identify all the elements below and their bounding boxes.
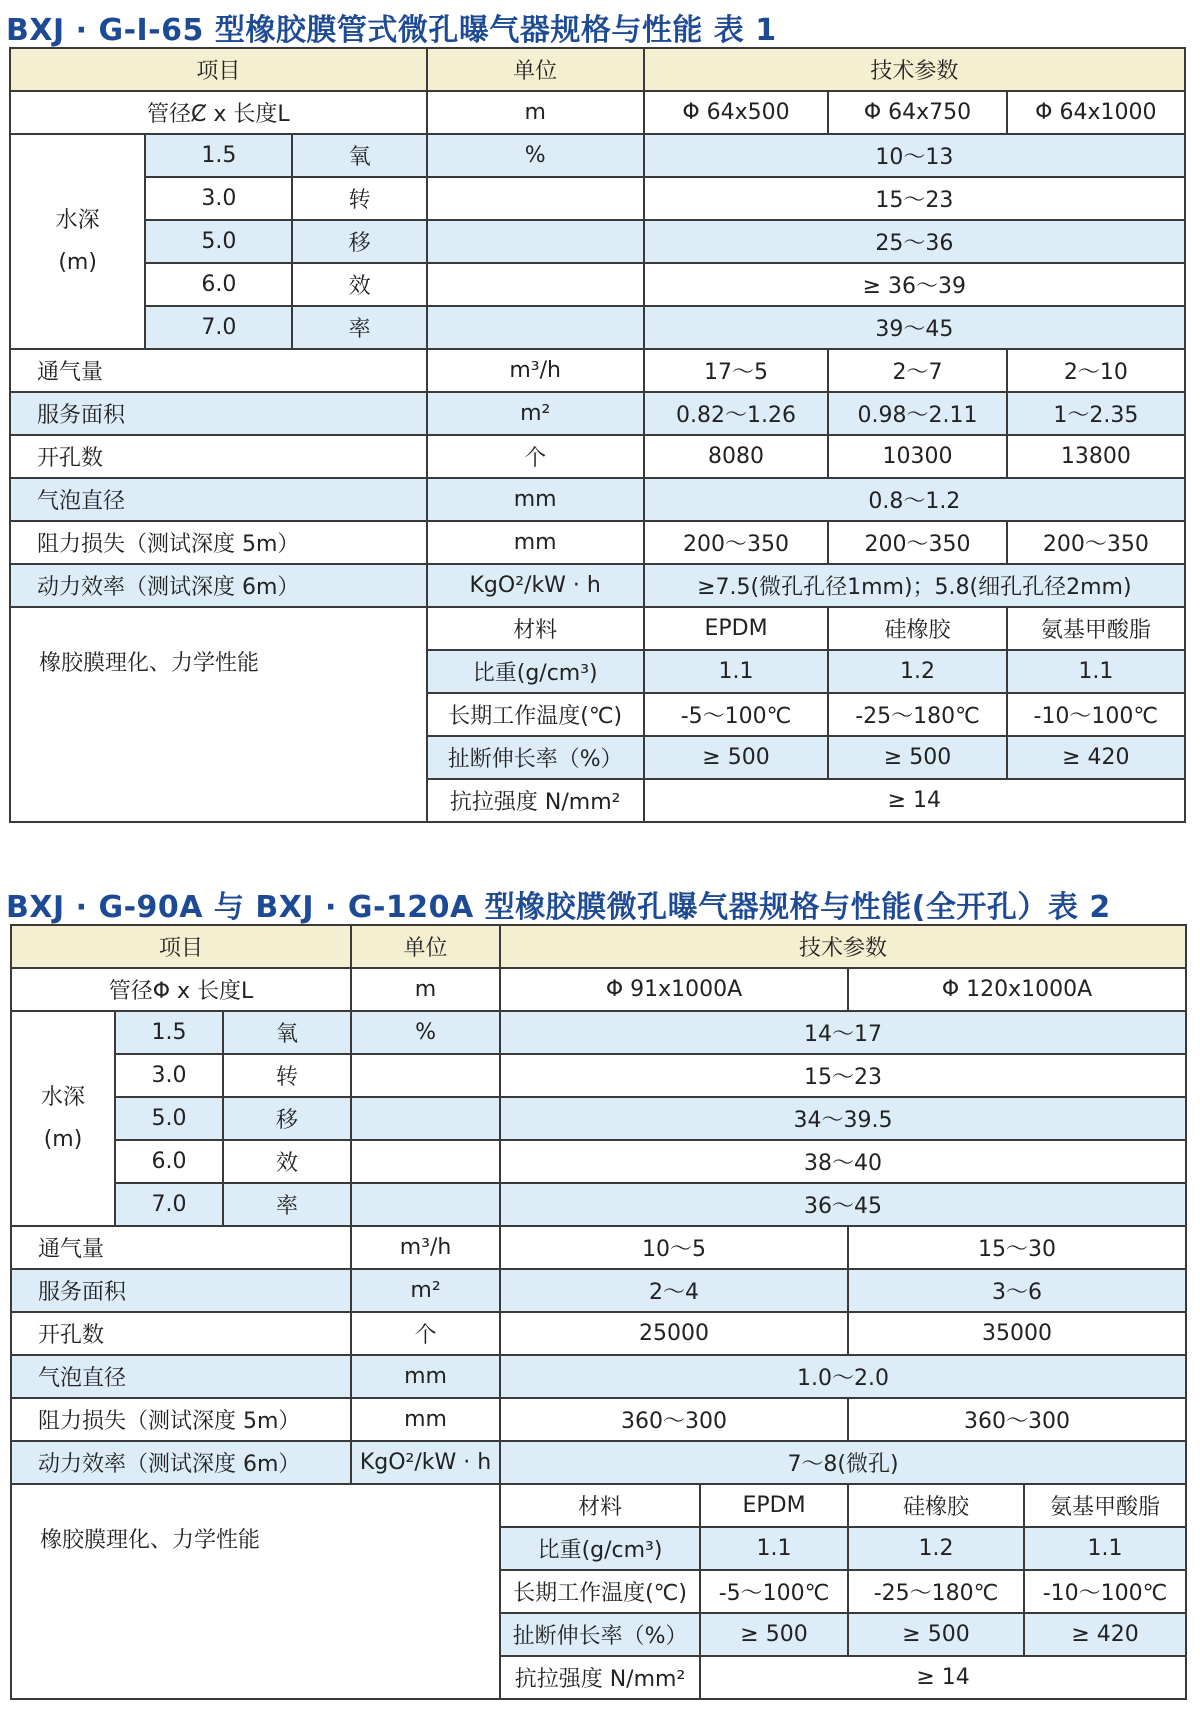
oxygen-unit-empty [427,177,644,220]
gravity-value: 1.2 [848,1527,1024,1570]
depth-label [11,1011,115,1226]
table1-title: BXJ · G-I-65 型橡胶膜管式微孔曝气器规格与性能 表 1 [6,13,777,48]
oxygen-unit-empty [351,1140,500,1183]
bubble-row [10,478,1185,521]
power-efficiency-label: 动力效率（测试深度 6m） [11,1441,351,1484]
service-area-value: 2～4 [500,1269,848,1312]
spec-table-1 [9,47,1186,823]
size-value: Φ 120x1000A [848,968,1186,1011]
service-area-row [10,392,1185,435]
elongation-value: ≥ 500 [644,736,829,779]
oxygen-char: 移 [223,1097,351,1140]
depth-value: 5.0 [115,1097,223,1140]
table-header-row [11,925,1186,968]
oxygen-unit: % [427,134,644,177]
oxygen-unit: % [351,1011,500,1054]
oxygen-unit-empty [427,306,644,349]
material-value: 硅橡胶 [828,607,1006,650]
gravity-value: 1.1 [1024,1527,1186,1570]
oxygen-value: 38～40 [500,1140,1186,1183]
size-value: Φ 64x500 [644,91,829,134]
bubble-value: 0.8～1.2 [644,478,1185,521]
airflow-unit: m³/h [351,1226,500,1269]
power-efficiency-value: ≥7.5(微孔孔径1mm)；5.8(细孔孔径2mm) [644,564,1185,607]
resistance-unit: mm [427,521,644,564]
holes-value: 10300 [828,435,1006,478]
temp-value: -25～180℃ [848,1570,1024,1613]
membrane-label: 橡胶膜理化、力学性能 [10,607,427,822]
airflow-unit: m³/h [427,349,644,392]
depth-value: 7.0 [115,1183,223,1226]
size-unit: m [351,968,500,1011]
table2-title: BXJ · G-90A 与 BXJ · G-120A 型橡胶膜微孔曝气器规格与性能(全开孔）表 2 [6,890,1111,925]
power-efficiency-label: 动力效率（测试深度 6m） [10,564,427,607]
service-area-unit: m² [351,1269,500,1312]
oxygen-value: 34～39.5 [500,1097,1186,1140]
gravity-label: 比重(g/cm³) [500,1527,700,1570]
gravity-value: 1.1 [700,1527,848,1570]
tensile-value: ≥ 14 [644,779,1185,822]
oxygen-char: 率 [292,306,426,349]
depth-value: 5.0 [145,220,292,263]
elongation-label: 扯断伸长率（%） [427,736,644,779]
service-area-label: 服务面积 [10,392,427,435]
holes-unit: 个 [351,1312,500,1355]
oxygen-char: 氧 [292,134,426,177]
service-area-label: 服务面积 [11,1269,351,1312]
power-efficiency-unit: KgO²/kW · h [351,1441,500,1484]
power-efficiency-unit: KgO²/kW · h [427,564,644,607]
holes-row [11,1312,1186,1355]
oxygen-value: 10～13 [644,134,1185,177]
oxygen-char: 移 [292,220,426,263]
depth-row [10,134,1185,177]
depth-row [10,220,1185,263]
material-value: EPDM [700,1484,848,1527]
elongation-value: ≥ 420 [1024,1613,1186,1656]
resistance-value: 200～350 [644,521,829,564]
membrane-material-row [11,1484,1186,1527]
depth-label-unit: (m) [43,1126,83,1152]
bubble-unit: mm [427,478,644,521]
temp-label: 长期工作温度(℃) [500,1570,700,1613]
airflow-label: 通气量 [10,349,427,392]
oxygen-value: 25～36 [644,220,1185,263]
size-row [10,91,1185,134]
oxygen-unit-empty [351,1183,500,1226]
depth-value: 6.0 [115,1140,223,1183]
service-area-value: 1～2.35 [1007,392,1185,435]
depth-value: 3.0 [115,1054,223,1097]
resistance-row [11,1398,1186,1441]
depth-row [11,1097,1186,1140]
tensile-label: 抗拉强度 N/mm² [427,779,644,822]
material-label: 材料 [427,607,644,650]
size-label: 管径Φ x 长度L [11,968,351,1011]
oxygen-char: 率 [223,1183,351,1226]
gravity-value: 1.1 [644,650,829,693]
oxygen-unit-empty [427,263,644,306]
oxygen-value: ≥ 36～39 [644,263,1185,306]
holes-value: 8080 [644,435,829,478]
temp-value: -25～180℃ [828,693,1006,736]
holes-label: 开孔数 [11,1312,351,1355]
header-unit: 单位 [427,48,644,91]
holes-row [10,435,1185,478]
service-area-value: 0.98～2.11 [828,392,1006,435]
elongation-value: ≥ 500 [828,736,1006,779]
membrane-label: 橡胶膜理化、力学性能 [11,1484,500,1699]
bubble-label: 气泡直径 [11,1355,351,1398]
resistance-value: 200～350 [1007,521,1185,564]
service-area-unit: m² [427,392,644,435]
gravity-value: 1.1 [1007,650,1185,693]
depth-value: 6.0 [145,263,292,306]
power-efficiency-row [11,1441,1186,1484]
power-efficiency-value: 7～8(微孔) [500,1441,1186,1484]
oxygen-unit-empty [351,1097,500,1140]
gravity-value: 1.2 [828,650,1006,693]
size-value: Φ 64x1000 [1007,91,1185,134]
oxygen-unit-empty [427,220,644,263]
resistance-unit: mm [351,1398,500,1441]
depth-row [11,1054,1186,1097]
depth-label-text: 水深 [55,207,100,233]
depth-label [10,134,145,349]
elongation-value: ≥ 500 [700,1613,848,1656]
header-params: 技术参数 [644,48,1185,91]
oxygen-value: 39～45 [644,306,1185,349]
airflow-value: 2～7 [828,349,1006,392]
service-area-value: 0.82～1.26 [644,392,829,435]
service-area-value: 3～6 [848,1269,1186,1312]
size-row [11,968,1186,1011]
size-value: Φ 91x1000A [500,968,848,1011]
material-value: EPDM [644,607,829,650]
depth-value: 1.5 [115,1011,223,1054]
bubble-row [11,1355,1186,1398]
temp-value: -5～100℃ [644,693,829,736]
oxygen-char: 转 [292,177,426,220]
material-value: 硅橡胶 [848,1484,1024,1527]
material-label: 材料 [500,1484,700,1527]
resistance-label: 阻力损失（测试深度 5m） [10,521,427,564]
header-item: 项目 [10,48,427,91]
bubble-value: 1.0～2.0 [500,1355,1186,1398]
resistance-label: 阻力损失（测试深度 5m） [11,1398,351,1441]
depth-value: 1.5 [145,134,292,177]
holes-unit: 个 [427,435,644,478]
oxygen-char: 效 [292,263,426,306]
header-unit: 单位 [351,925,500,968]
oxygen-char: 效 [223,1140,351,1183]
tensile-value: ≥ 14 [700,1656,1186,1699]
bubble-label: 气泡直径 [10,478,427,521]
gravity-label: 比重(g/cm³) [427,650,644,693]
depth-row [11,1011,1186,1054]
temp-label: 长期工作温度(℃) [427,693,644,736]
membrane-material-row [10,607,1185,650]
airflow-value: 2～10 [1007,349,1185,392]
size-label: 管径Ȼ x 长度L [10,91,427,134]
size-unit: m [427,91,644,134]
elongation-value: ≥ 500 [848,1613,1024,1656]
airflow-row [11,1226,1186,1269]
oxygen-unit-empty [351,1054,500,1097]
table-header-row [10,48,1185,91]
depth-label-unit: (m) [58,249,97,275]
depth-value: 7.0 [145,306,292,349]
elongation-value: ≥ 420 [1007,736,1185,779]
power-efficiency-row [10,564,1185,607]
depth-row [10,177,1185,220]
resistance-value: 200～350 [828,521,1006,564]
oxygen-value: 36～45 [500,1183,1186,1226]
holes-value: 25000 [500,1312,848,1355]
depth-value: 3.0 [145,177,292,220]
holes-label: 开孔数 [10,435,427,478]
airflow-value: 10～5 [500,1226,848,1269]
temp-value: -5～100℃ [700,1570,848,1613]
temp-value: -10～100℃ [1024,1570,1186,1613]
oxygen-value: 15～23 [500,1054,1186,1097]
header-item: 项目 [11,925,351,968]
oxygen-char: 氧 [223,1011,351,1054]
depth-label-text: 水深 [40,1084,85,1110]
header-params: 技术参数 [500,925,1186,968]
bubble-unit: mm [351,1355,500,1398]
airflow-label: 通气量 [11,1226,351,1269]
depth-row [10,263,1185,306]
resistance-row [10,521,1185,564]
airflow-value: 17～5 [644,349,829,392]
holes-value: 13800 [1007,435,1185,478]
airflow-value: 15～30 [848,1226,1186,1269]
size-value: Φ 64x750 [828,91,1006,134]
depth-row [10,306,1185,349]
depth-row [11,1183,1186,1226]
tensile-label: 抗拉强度 N/mm² [500,1656,700,1699]
airflow-row [10,349,1185,392]
resistance-value: 360～300 [500,1398,848,1441]
elongation-label: 扯断伸长率（%） [500,1613,700,1656]
oxygen-value: 15～23 [644,177,1185,220]
resistance-value: 360～300 [848,1398,1186,1441]
material-value: 氨基甲酸脂 [1024,1484,1186,1527]
oxygen-value: 14～17 [500,1011,1186,1054]
holes-value: 35000 [848,1312,1186,1355]
temp-value: -10～100℃ [1007,693,1185,736]
material-value: 氨基甲酸脂 [1007,607,1185,650]
oxygen-char: 转 [223,1054,351,1097]
spec-table-2 [10,924,1187,1700]
service-area-row [11,1269,1186,1312]
depth-row [11,1140,1186,1183]
